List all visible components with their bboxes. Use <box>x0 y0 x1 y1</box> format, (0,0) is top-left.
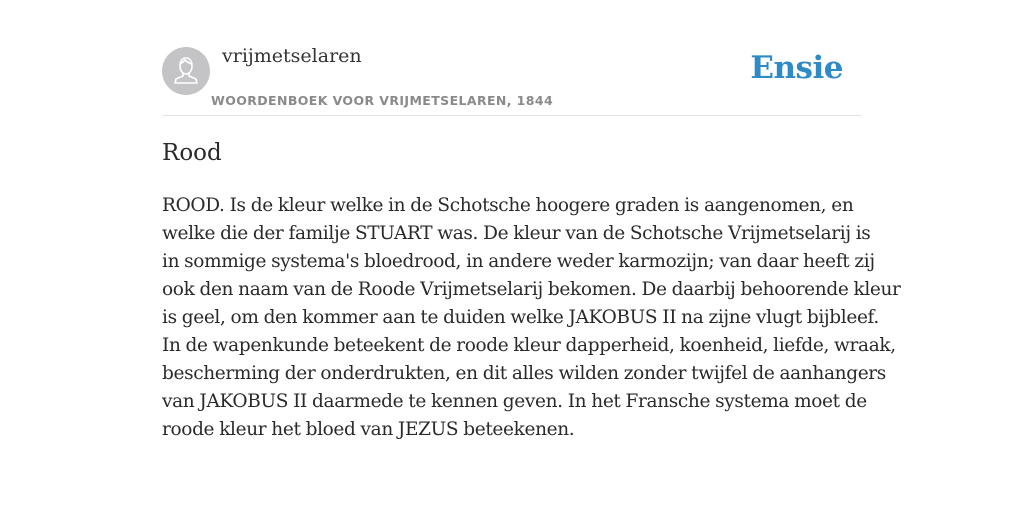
entry-title: Rood <box>162 140 222 166</box>
avatar[interactable] <box>162 47 210 95</box>
user-icon <box>162 47 210 95</box>
body-line: ROOD. Is de kleur welke in de Schotsche hoogere graden is aangenomen, en <box>162 195 854 216</box>
body-line: is geel, om den kommer aan te duiden welke JAKOBUS II na zijne vlugt bijbleef. <box>162 307 879 328</box>
ensie-logo[interactable]: Ensie <box>750 50 843 86</box>
body-line: ook den naam van de Roode Vrijmetselarij bekomen. De daarbij behoorende kleur <box>162 279 901 300</box>
body-line: In de wapenkunde beteekent de roode kleur dapperheid, koenheid, liefde, wraak, <box>162 335 896 356</box>
body-line: welke die der familje STUART was. De kleur van de Schotsche Vrijmetselarij is <box>162 223 871 244</box>
source-label[interactable]: WOORDENBOEK VOOR VRIJMETSELAREN, 1844 <box>211 93 554 108</box>
author-name[interactable]: vrijmetselaren <box>222 45 362 67</box>
entry-header <box>162 0 862 116</box>
body-line: roode kleur het bloed van JEZUS beteekenen. <box>162 419 575 440</box>
body-line: bescherming der onderdrukten, en dit alles wilden zonder twijfel de aanhangers <box>162 363 886 384</box>
body-line: van JAKOBUS II daarmede te kennen geven. In het Fransche systema moet de <box>162 391 867 412</box>
entry-card <box>162 0 901 512</box>
body-line: in sommige systema's bloedrood, in andere weder karmozijn; van daar heeft zij <box>162 251 875 272</box>
entry-body <box>162 192 901 444</box>
